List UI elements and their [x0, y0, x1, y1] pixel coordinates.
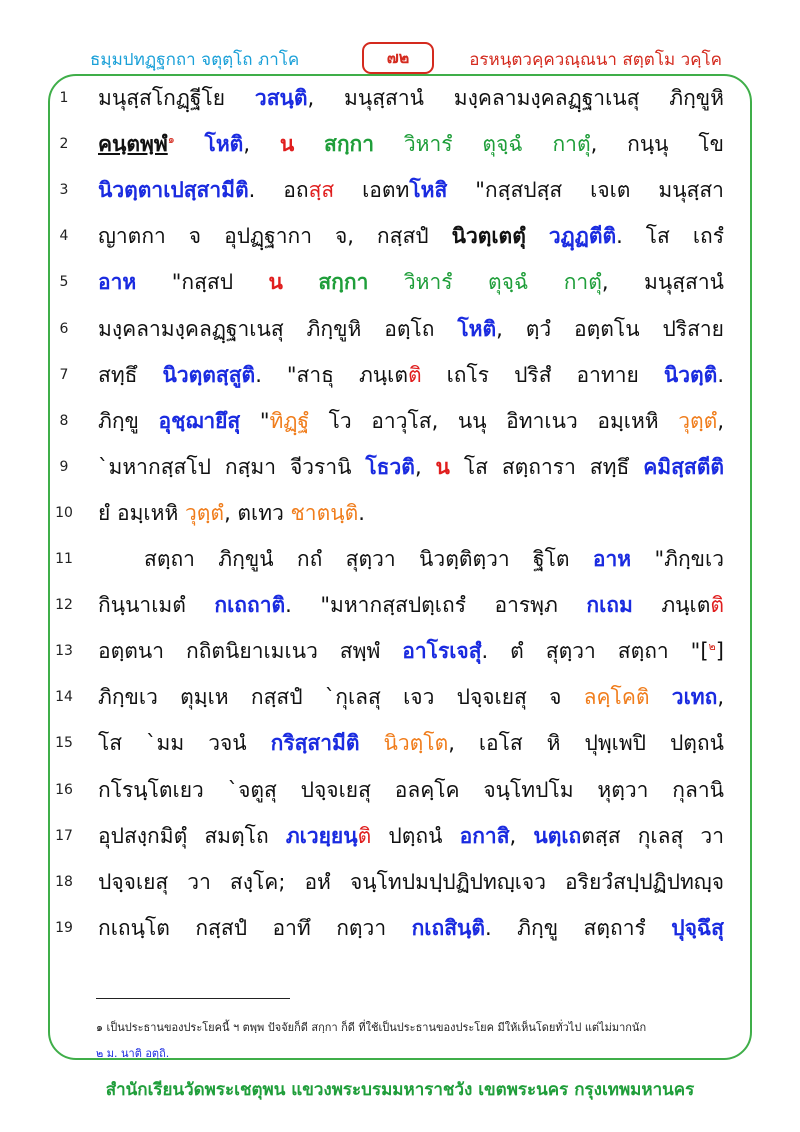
- book-title: ธมฺมปทฏฺฐกถา จตุตฺโถ ภาโค: [90, 50, 300, 70]
- text-segment: [175, 132, 205, 156]
- text-segment: ภิกฺขเว ตุมฺเห กสฺสปํ `กุเลสุ เจว ปจฺจเยสุ จ: [98, 685, 584, 710]
- highlighted-word: นิวตฺเตตุํ: [451, 224, 526, 249]
- text-segment: ,: [414, 454, 436, 479]
- highlighted-word: กเถสินฺติ: [411, 915, 486, 940]
- line-number: 15: [55, 735, 73, 752]
- text-segment: [294, 132, 324, 156]
- highlighted-word: วิหารํ ตุจฺฉํ กาตุํ: [368, 270, 602, 295]
- text-segment: . "มหากสฺสปตฺเถรํ อารพฺภ: [285, 593, 587, 618]
- text-segment: ": [240, 408, 270, 433]
- highlighted-word: โธวติ: [365, 454, 415, 479]
- footnote-1: ๑ เป็นประธานของประโยคนี้ ฯ ตพฺพ ปัจจัยก็ดี สกฺกา ก็ดี ที่ใช้เป็นประธานของประโยค มีให้เห็นโดยทั่วไป แต่ไม่มากนัก: [96, 1021, 647, 1034]
- line-text: [98, 313, 724, 346]
- text-segment: อุปสงฺกมิตุํ สมตฺโถ: [98, 823, 286, 848]
- line-number: 18: [55, 873, 73, 890]
- page-header: [0, 40, 800, 76]
- footnote-ref: ๑: [167, 133, 175, 147]
- text-segment: ปจฺจเยสุ วา สงฺโค; อหํ จนฺโทปมปฺปฏิปทญฺเจว อริยวํสปฺปฏิปทญฺจ: [98, 869, 724, 894]
- highlighted-word: สกฺกา: [318, 270, 369, 295]
- text-segment: [650, 685, 672, 709]
- text-segment: โว อาวุโส, นนุ อิทาเนว อมฺเหหิ: [309, 408, 679, 433]
- highlighted-word: ภเวยฺยนฺ: [285, 823, 358, 848]
- text-segment: "ภิกฺขเว: [631, 547, 725, 571]
- text-segment: ,: [509, 823, 534, 848]
- text-segment: .: [358, 500, 365, 525]
- line-number: 17: [55, 827, 73, 844]
- text-segment: สตฺถา ภิกฺขูนํ กถํ สุตฺวา นิวตฺติตฺวา ฐิโต: [144, 547, 593, 571]
- highlighted-word: วุตฺตํ: [678, 408, 718, 433]
- text-line: [0, 585, 800, 631]
- highlighted-word: กริสฺสามีติ: [270, 731, 360, 756]
- highlighted-word: ทิฏฺฐํ: [269, 408, 310, 433]
- highlighted-word: น: [268, 270, 283, 295]
- line-text: [98, 912, 724, 945]
- text-segment: , มนุสฺสานํ: [601, 270, 724, 295]
- text-segment: มนุสฺสโกฏฺฐีโย: [98, 86, 255, 110]
- line-number: 12: [55, 597, 73, 614]
- line-text: [98, 727, 724, 760]
- highlighted-word: คมิสฺสตีติ: [643, 454, 725, 479]
- text-segment: อตฺตนา กถิตนิยาเมเนว สพฺพํ: [98, 639, 403, 664]
- text-line: [0, 677, 800, 723]
- highlighted-word: โหติ: [204, 132, 244, 157]
- text-segment: ปตฺถนํ: [371, 823, 460, 848]
- highlighted-word: ติ: [407, 362, 422, 387]
- chapter-title: อรหนฺตวคฺควณฺณนา สตฺตโม วคฺโค: [469, 50, 722, 70]
- line-text: [98, 497, 724, 530]
- highlighted-word: น: [279, 132, 295, 157]
- text-segment: , กนฺนุ โข: [590, 132, 724, 157]
- line-number: 16: [55, 781, 73, 798]
- text-line: [0, 401, 800, 447]
- line-number: 14: [55, 689, 73, 706]
- line-number: 3: [59, 182, 69, 199]
- text-line: [0, 216, 800, 262]
- text-segment: [526, 224, 549, 248]
- footnote-divider: [96, 998, 290, 999]
- text-segment: ภิกฺขู: [98, 408, 159, 433]
- line-number: 1: [59, 90, 69, 106]
- highlighted-word: อาโรเจสุํ: [402, 639, 482, 664]
- highlighted-word: ตีติ: [588, 224, 617, 249]
- line-text: [98, 820, 724, 853]
- highlighted-word: วสนฺติ: [254, 86, 308, 110]
- text-segment: . อถ: [248, 178, 309, 203]
- text-line: [0, 170, 800, 216]
- line-text: [98, 359, 724, 392]
- line-text: [98, 681, 724, 714]
- text-segment: ,: [717, 408, 725, 433]
- text-segment: ]: [715, 639, 724, 664]
- highlighted-word: นิวตฺโต: [383, 731, 449, 756]
- line-text: [98, 128, 724, 161]
- text-segment: , ตฺวํ อตฺตโน ปริสาย: [496, 316, 724, 341]
- highlighted-word: นตฺเถ: [533, 823, 582, 848]
- text-line: [0, 78, 800, 124]
- text-segment: กเถนฺโต กสฺสปํ อาทึ กตฺวา: [98, 915, 412, 940]
- line-text: [98, 866, 724, 899]
- text-segment: . โส เถรํ: [616, 224, 724, 249]
- highlighted-word: อาห: [592, 547, 632, 571]
- line-text: [98, 635, 724, 668]
- text-segment: กินฺนาเมตํ: [98, 593, 215, 618]
- highlighted-word: วฏฺฏ: [548, 224, 589, 249]
- text-line: [0, 631, 800, 677]
- highlighted-word: อุชฺฌายึสุ: [158, 408, 241, 433]
- text-line: [0, 262, 800, 308]
- highlighted-word: สกฺกา: [324, 132, 375, 157]
- footnote-2: ๒ ม. นาติ อตฺถิ.: [96, 1047, 170, 1060]
- highlighted-word: ติ: [710, 593, 724, 618]
- text-segment: .: [717, 362, 724, 387]
- highlighted-word: คนฺตพฺพํ: [98, 132, 168, 157]
- highlighted-word: อกาสิ: [459, 823, 510, 848]
- text-line: [0, 539, 800, 585]
- line-number: 4: [59, 228, 69, 245]
- line-text: [98, 220, 724, 253]
- text-segment: . ตํ สุตฺวา สตฺถา "[: [481, 639, 709, 664]
- text-segment: โส สตฺถารา สทฺธึ: [449, 454, 644, 479]
- line-number: 6: [59, 320, 69, 337]
- text-segment: มงฺคลามงฺคลฏฺฐาเนสุ ภิกฺขูหิ อตฺโถ: [98, 316, 458, 341]
- line-number: 11: [55, 551, 73, 567]
- text-segment: [283, 270, 318, 294]
- line-text: [98, 774, 724, 807]
- text-segment: เถโร ปริสํ อาทาย: [421, 362, 664, 387]
- text-line: [0, 309, 800, 355]
- line-text: [98, 82, 724, 115]
- text-segment: ภนฺเต: [632, 593, 711, 618]
- text-segment: , เอโส หิ ปุพฺเพปิ ปตฺถนํ: [448, 731, 725, 756]
- text-segment: "กสฺสปสฺส เจเต มนุสฺสา: [447, 178, 724, 203]
- text-segment: กโรนฺโตเยว `จตูสุ ปจฺจเยสุ อลคฺโค จนฺโทปโม หุตฺวา กุลานิ: [98, 777, 724, 802]
- text-segment: , มนุสฺสานํ มงฺคลามงฺคลฏฺฐาเนสุ ภิกฺขูหิ: [307, 86, 724, 110]
- line-text: [98, 266, 724, 299]
- highlighted-word: อาห: [98, 270, 137, 295]
- text-segment: . "สาธุ ภนฺเต: [255, 362, 408, 387]
- line-text: [98, 174, 724, 207]
- highlighted-word: วิหารํ ตุจฺฉํ กาตุํ: [374, 132, 591, 157]
- page-number-badge: ๗๒: [362, 42, 434, 74]
- line-number: 5: [59, 274, 69, 291]
- line-number: 2: [59, 136, 69, 153]
- text-line: [0, 908, 800, 954]
- text-segment: ตสฺส กุเลสุ วา: [581, 823, 725, 848]
- highlighted-word: ปุจฺฉึสุ: [671, 915, 724, 940]
- highlighted-word: ชาตนฺติ: [290, 500, 359, 525]
- highlighted-word: นิวตฺตาเปสฺสามีติ: [98, 178, 249, 203]
- text-segment: `มหากสฺสโป กสฺมา จีวรานิ: [98, 454, 366, 479]
- highlighted-word: โหติ: [457, 316, 497, 341]
- text-line: [0, 447, 800, 493]
- line-text: [98, 589, 724, 622]
- text-segment: [360, 731, 384, 755]
- text-segment: . ภิกฺขู สตฺถารํ: [485, 915, 672, 940]
- line-text: [98, 405, 724, 438]
- text-segment: "กสฺสป: [136, 270, 269, 295]
- text-line: [0, 862, 800, 908]
- text-line: [0, 816, 800, 862]
- footnote-ref: ๒: [708, 640, 716, 654]
- line-number: 7: [59, 366, 69, 383]
- highlighted-word: ติ: [357, 823, 372, 848]
- text-segment: ยํ อมฺเหหิ: [98, 500, 185, 525]
- text-segment: สทฺธึ: [98, 362, 163, 387]
- highlighted-word: กเถม: [586, 593, 633, 618]
- line-number: 9: [59, 458, 69, 475]
- page-footer: สำนักเรียนวัดพระเชตุพน แขวงพระบรมมหาราชวัง เขตพระนคร กรุงเทพมหานคร: [105, 1080, 695, 1100]
- highlighted-word: กเถถาติ: [214, 593, 286, 618]
- highlighted-word: น: [435, 454, 450, 479]
- text-segment: โส `มม วจนํ: [98, 731, 271, 756]
- line-text: [98, 543, 724, 576]
- highlighted-word: วุตฺตํ: [184, 500, 225, 525]
- text-line: [0, 723, 800, 769]
- line-number: 10: [55, 504, 73, 521]
- line-text: [98, 451, 724, 484]
- text-line: [0, 770, 800, 816]
- highlighted-word: วเทถ: [671, 685, 718, 710]
- highlighted-word: นิวตฺตสฺสูติ: [162, 362, 256, 387]
- text-segment: ,: [717, 685, 724, 710]
- line-number: 19: [55, 919, 73, 936]
- text-line: [0, 124, 800, 170]
- text-segment: ญาตกา จ อุปฏฺฐากา จ, กสฺสปํ: [98, 224, 452, 249]
- text-segment: ,: [243, 132, 280, 157]
- highlighted-word: สฺส: [308, 178, 335, 203]
- highlighted-word: โหสิ: [409, 178, 448, 203]
- text-line: [0, 493, 800, 539]
- text-segment: เอตท: [334, 178, 410, 203]
- line-number: 8: [59, 412, 69, 429]
- text-line: [0, 355, 800, 401]
- line-number: 13: [55, 643, 73, 660]
- highlighted-word: ลคฺโคติ: [583, 685, 650, 710]
- text-segment: , ตเทว: [224, 500, 291, 525]
- highlighted-word: นิวตฺติ: [663, 362, 718, 387]
